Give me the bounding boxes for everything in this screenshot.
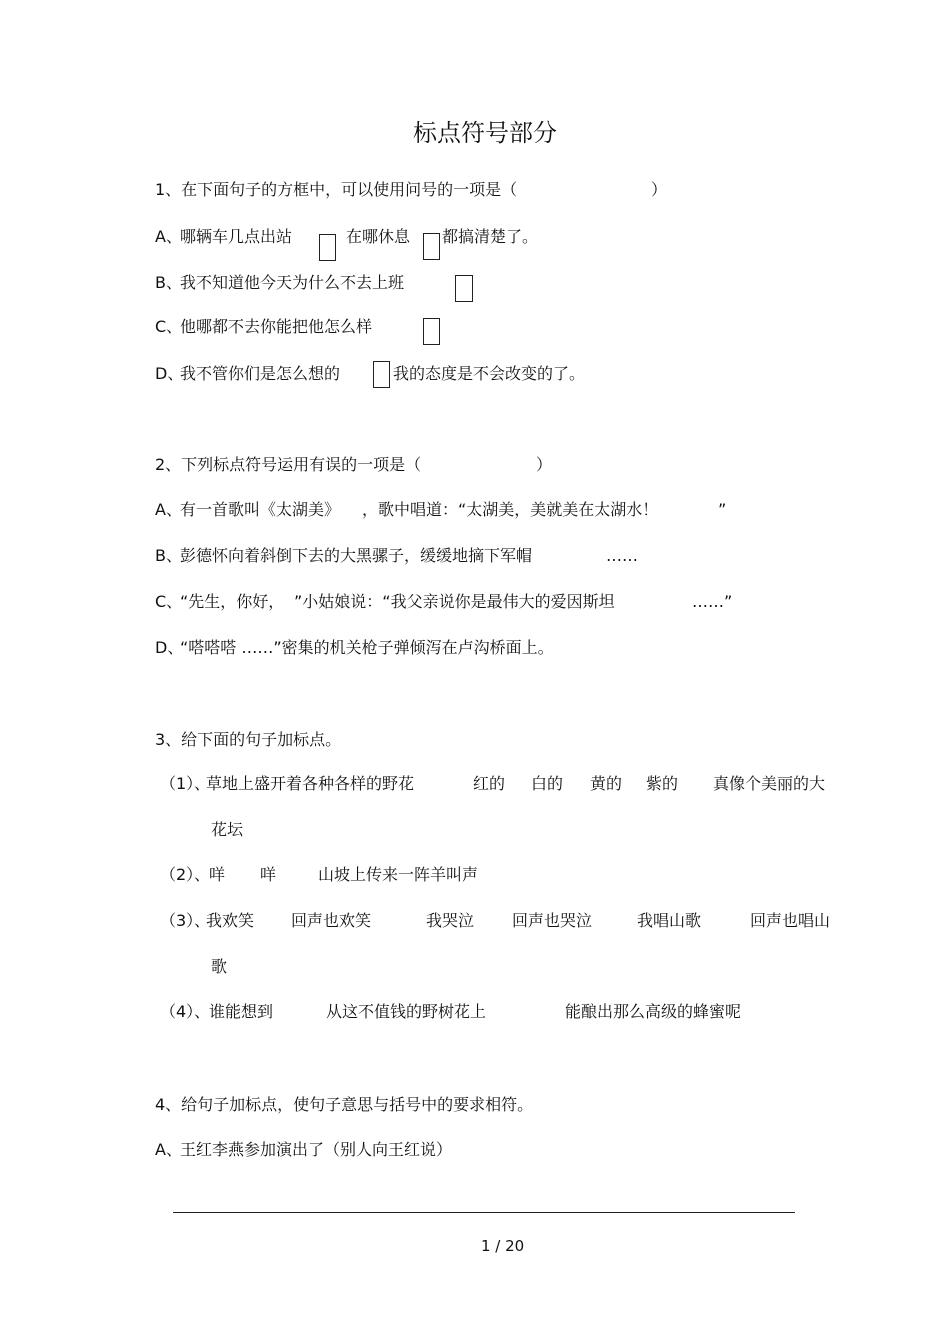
q1-option-d-box: [373, 361, 390, 388]
q2-option-b-part1: 彭德怀向着斜倒下去的大黑骡子，缓缓地摘下军帽: [180, 546, 533, 565]
q3-sentence-1-continuation: 花坛: [211, 820, 244, 839]
q4-option-a-text: 王红李燕参加演出了（别人向王红说）: [180, 1140, 453, 1159]
question-2-blank-close: ）: [536, 455, 553, 474]
q1-option-a-part2: 在哪休息: [346, 227, 411, 246]
q3-sentence-1-number: （1）、: [160, 774, 211, 793]
q2-option-c-part2: ”小姑娘说：“我父亲说你是最伟大的爱因斯坦: [294, 592, 615, 611]
q3-sentence-1-word: 紫的: [646, 774, 679, 793]
q3-sentence-4-word: 谁能想到: [209, 1002, 274, 1021]
q3-sentence-3-word: 回声也欢笑: [291, 911, 372, 930]
q2-option-d-part1: “嗒嗒嗒 ……”密集的机关枪子弹倾泻在卢沟桥面上。: [180, 638, 554, 657]
q3-sentence-3-word: 回声也哭泣: [512, 911, 593, 930]
q2-option-c-label: C、: [155, 592, 183, 611]
q1-option-d-label: D、: [155, 364, 184, 383]
page-number: 1 / 20: [481, 1237, 525, 1255]
q3-sentence-2-word: 咩: [260, 865, 277, 884]
question-1-stem: 1、在下面句子的方框中，可以使用问号的一项是（: [155, 180, 518, 199]
q3-sentence-1-word: 红的: [473, 774, 506, 793]
q1-option-a-part1: 哪辆车几点出站: [180, 227, 293, 246]
q2-option-a-part1: 有一首歌叫《太湖美》: [180, 500, 341, 519]
q1-option-b-box: [455, 275, 473, 302]
q4-option-a-label: A、: [155, 1140, 182, 1159]
q3-sentence-1-word: 黄的: [590, 774, 623, 793]
page-title: 标点符号部分: [413, 119, 557, 147]
q3-sentence-2-number: （2）、: [160, 865, 211, 884]
q3-sentence-3-number: （3）、: [160, 911, 211, 930]
q3-sentence-2-word: 咩: [209, 865, 226, 884]
q2-option-a-part2: ，歌中唱道：“太湖美，美就美在太湖水！: [362, 500, 659, 519]
q3-sentence-3-word: 我哭泣: [426, 911, 475, 930]
q2-option-a-part3: ”: [718, 500, 727, 519]
question-4-stem: 4、给句子加标点，使句子意思与括号中的要求相符。: [155, 1095, 534, 1114]
footer-rule: [173, 1212, 795, 1213]
q1-option-a-box1: [319, 234, 336, 261]
q2-option-d-label: D、: [155, 638, 184, 657]
q2-option-b-label: B、: [155, 546, 182, 565]
q1-option-a-label: A、: [155, 227, 182, 246]
question-1-blank-close: ）: [651, 180, 668, 199]
q3-sentence-4-word: 能酿出那么高级的蜂蜜呢: [565, 1002, 742, 1021]
q3-sentence-4-word: 从这不值钱的野树花上: [326, 1002, 487, 1021]
q3-sentence-1-word: 白的: [531, 774, 564, 793]
q2-option-c-part3: ……”: [692, 592, 733, 611]
question-3-stem: 3、给下面的句子加标点。: [155, 730, 342, 749]
q3-sentence-3-word: 我欢笑: [206, 911, 255, 930]
q1-option-c-part1: 他哪都不去你能把他怎么样: [180, 317, 373, 336]
q1-option-c-label: C、: [155, 317, 183, 336]
question-2-stem: 2、下列标点符号运用有误的一项是（: [155, 455, 422, 474]
q3-sentence-3-word: 回声也唱山: [750, 911, 831, 930]
q1-option-b-label: B、: [155, 273, 182, 292]
q2-option-a-label: A、: [155, 500, 182, 519]
q3-sentence-3-continuation: 歌: [211, 957, 228, 976]
q2-option-b-part2: ……: [606, 546, 638, 565]
q2-option-c-part1: “先生，你好，: [180, 592, 285, 611]
q3-sentence-3-word: 我唱山歌: [637, 911, 702, 930]
q3-sentence-1-word: 真像个美丽的大: [713, 774, 826, 793]
q1-option-c-box: [423, 318, 440, 345]
q1-option-d-part1: 我不管你们是怎么想的: [180, 364, 341, 383]
q1-option-d-part2: 我的态度是不会改变的了。: [393, 364, 586, 383]
q3-sentence-1-word: 草地上盛开着各种各样的野花: [206, 774, 415, 793]
q1-option-a-part3: 都搞清楚了。: [442, 227, 539, 246]
q1-option-b-part1: 我不知道他今天为什么不去上班: [180, 273, 405, 292]
q1-option-a-box2: [423, 233, 440, 260]
q3-sentence-4-number: （4）、: [160, 1002, 211, 1021]
q3-sentence-2-word: 山坡上传来一阵羊叫声: [318, 865, 479, 884]
